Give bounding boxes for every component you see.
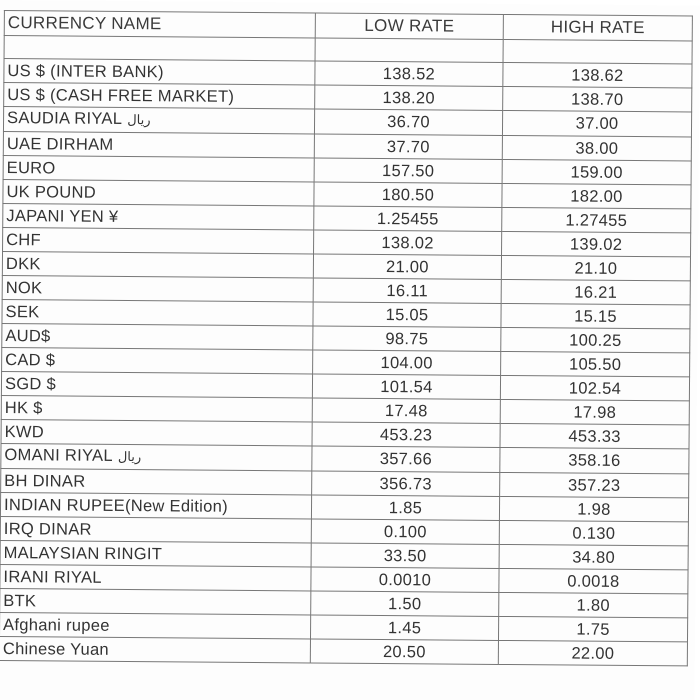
low-rate-cell: 37.70: [314, 134, 502, 159]
currency-name: US $ (INTER BANK): [7, 61, 164, 81]
currency-name: NOK: [5, 278, 43, 297]
currency-name: INDIAN RUPEE(New Edition): [3, 495, 228, 516]
currency-name: Chinese Yuan: [2, 639, 110, 659]
currency-name-cell: [2, 252, 313, 278]
currency-name: OMANI RIYAL: [4, 446, 113, 465]
low-rate-cell: 0.0010: [311, 567, 499, 592]
currency-name-cell: [0, 541, 311, 567]
low-rate-cell: 138.02: [314, 230, 502, 255]
high-rate-cell: 100.25: [501, 327, 690, 352]
currency-name: SGD $: [4, 374, 57, 393]
high-rate-cell: 15.15: [501, 303, 690, 328]
currency-name-cell: [1, 469, 312, 495]
empty-cell: [503, 39, 692, 63]
currency-name-cell: [3, 132, 314, 158]
low-rate-cell: 16.11: [313, 278, 501, 303]
currency-arabic-label: ریال: [127, 113, 151, 129]
high-rate-cell: 37.00: [502, 110, 691, 136]
high-rate-cell: 139.02: [502, 231, 691, 256]
table-row: [0, 637, 687, 666]
currency-name-cell: [3, 180, 314, 206]
currency-name: UK POUND: [6, 182, 97, 202]
high-rate-cell: 138.70: [503, 86, 692, 111]
currency-name-cell: [0, 517, 311, 543]
high-rate-cell: 1.27455: [502, 207, 691, 232]
currency-name: UAE DIRHAM: [6, 134, 114, 154]
low-rate-cell: 1.85: [311, 495, 499, 520]
low-rate-cell: 98.75: [313, 326, 501, 351]
low-rate-cell: 15.05: [313, 302, 501, 327]
low-rate-cell: 157.50: [314, 158, 502, 183]
empty-cell: [315, 38, 503, 62]
low-rate-cell: 1.25455: [314, 206, 502, 231]
low-rate-cell: 1.45: [310, 615, 498, 640]
currency-name-cell: [0, 637, 310, 663]
currency-name-cell: [4, 83, 315, 109]
high-rate-cell: 182.00: [502, 183, 691, 208]
currency-name: CHF: [6, 230, 42, 249]
high-rate-cell: 38.00: [502, 135, 691, 160]
currency-name-cell: [3, 156, 314, 182]
low-rate-cell: 138.20: [315, 85, 503, 110]
currency-name: HK $: [4, 398, 43, 417]
currency-name-cell: [0, 613, 311, 639]
currency-name: DKK: [5, 254, 41, 273]
currency-name-cell: [4, 59, 315, 85]
currency-name: SAUDIA RIYAL: [7, 109, 123, 128]
currency-name: Afghani rupee: [3, 615, 110, 635]
high-rate-cell: 17.98: [500, 399, 689, 424]
low-rate-cell: 101.54: [312, 374, 500, 399]
low-rate-cell: 0.100: [311, 519, 499, 544]
low-rate-cell: 20.50: [310, 639, 498, 664]
high-rate-cell: 358.16: [500, 447, 689, 473]
low-rate-cell: 33.50: [311, 543, 499, 568]
high-rate-cell: 21.10: [501, 255, 690, 280]
currency-name: IRANI RIYAL: [3, 567, 102, 587]
low-rate-cell: 21.00: [313, 254, 501, 279]
currency-rate-table: [0, 10, 693, 666]
currency-name-cell: [2, 276, 313, 302]
currency-name-cell: [1, 444, 312, 471]
high-rate-cell: 22.00: [498, 640, 687, 665]
empty-cell: [4, 36, 315, 61]
currency-name: AUD$: [5, 326, 51, 345]
high-rate-cell: 159.00: [502, 159, 691, 184]
high-rate-cell: 0.130: [499, 520, 688, 545]
currency-name: BTK: [3, 591, 37, 610]
currency-name: BH DINAR: [4, 471, 86, 491]
high-rate-cell: 138.62: [503, 62, 692, 87]
currency-name-cell: [2, 300, 313, 326]
low-rate-cell: 17.48: [312, 398, 500, 423]
high-rate-cell: 1.98: [499, 496, 688, 521]
high-rate-cell: 1.75: [498, 616, 687, 641]
high-rate-cell: 357.23: [500, 472, 689, 497]
currency-name: CAD $: [5, 350, 56, 369]
header-low-rate: LOW RATE: [315, 13, 503, 39]
currency-name: IRQ DINAR: [3, 519, 92, 539]
currency-name-cell: [1, 396, 312, 422]
high-rate-cell: 102.54: [500, 375, 689, 400]
low-rate-cell: 453.23: [312, 422, 500, 447]
currency-name: KWD: [4, 422, 45, 441]
high-rate-cell: 105.50: [501, 351, 690, 376]
low-rate-cell: 36.70: [314, 109, 502, 135]
low-rate-cell: 1.50: [311, 591, 499, 616]
high-rate-cell: 34.80: [499, 544, 688, 569]
currency-name-cell: [2, 348, 313, 374]
currency-arabic-label: ریال: [117, 449, 142, 466]
low-rate-cell: 356.73: [312, 471, 500, 496]
low-rate-cell: 357.66: [312, 446, 500, 472]
currency-name-cell: [0, 589, 311, 615]
currency-name-cell: [1, 372, 312, 398]
high-rate-cell: 0.0018: [499, 568, 688, 593]
currency-name: US $ (CASH FREE MARKET): [7, 85, 235, 106]
low-rate-cell: 138.52: [315, 61, 503, 86]
currency-name: SEK: [5, 302, 40, 321]
low-rate-cell: 180.50: [314, 182, 502, 207]
header-currency-name: CURRENCY NAME: [4, 11, 315, 38]
high-rate-cell: 453.33: [500, 423, 689, 448]
currency-name: EURO: [6, 158, 56, 177]
low-rate-cell: 104.00: [313, 350, 501, 375]
currency-name-cell: [0, 565, 311, 591]
currency-name: JAPANI YEN ¥: [6, 206, 119, 226]
currency-name-cell: [1, 420, 312, 446]
currency-name-cell: [3, 204, 314, 230]
currency-name-cell: [3, 107, 314, 134]
currency-name-cell: [3, 228, 314, 254]
currency-name-cell: [0, 493, 311, 519]
header-high-rate: HIGH RATE: [503, 14, 692, 40]
currency-name-cell: [2, 324, 313, 350]
currency-name: MALAYSIAN RINGIT: [3, 543, 163, 563]
high-rate-cell: 1.80: [499, 592, 688, 617]
high-rate-cell: 16.21: [501, 279, 690, 304]
